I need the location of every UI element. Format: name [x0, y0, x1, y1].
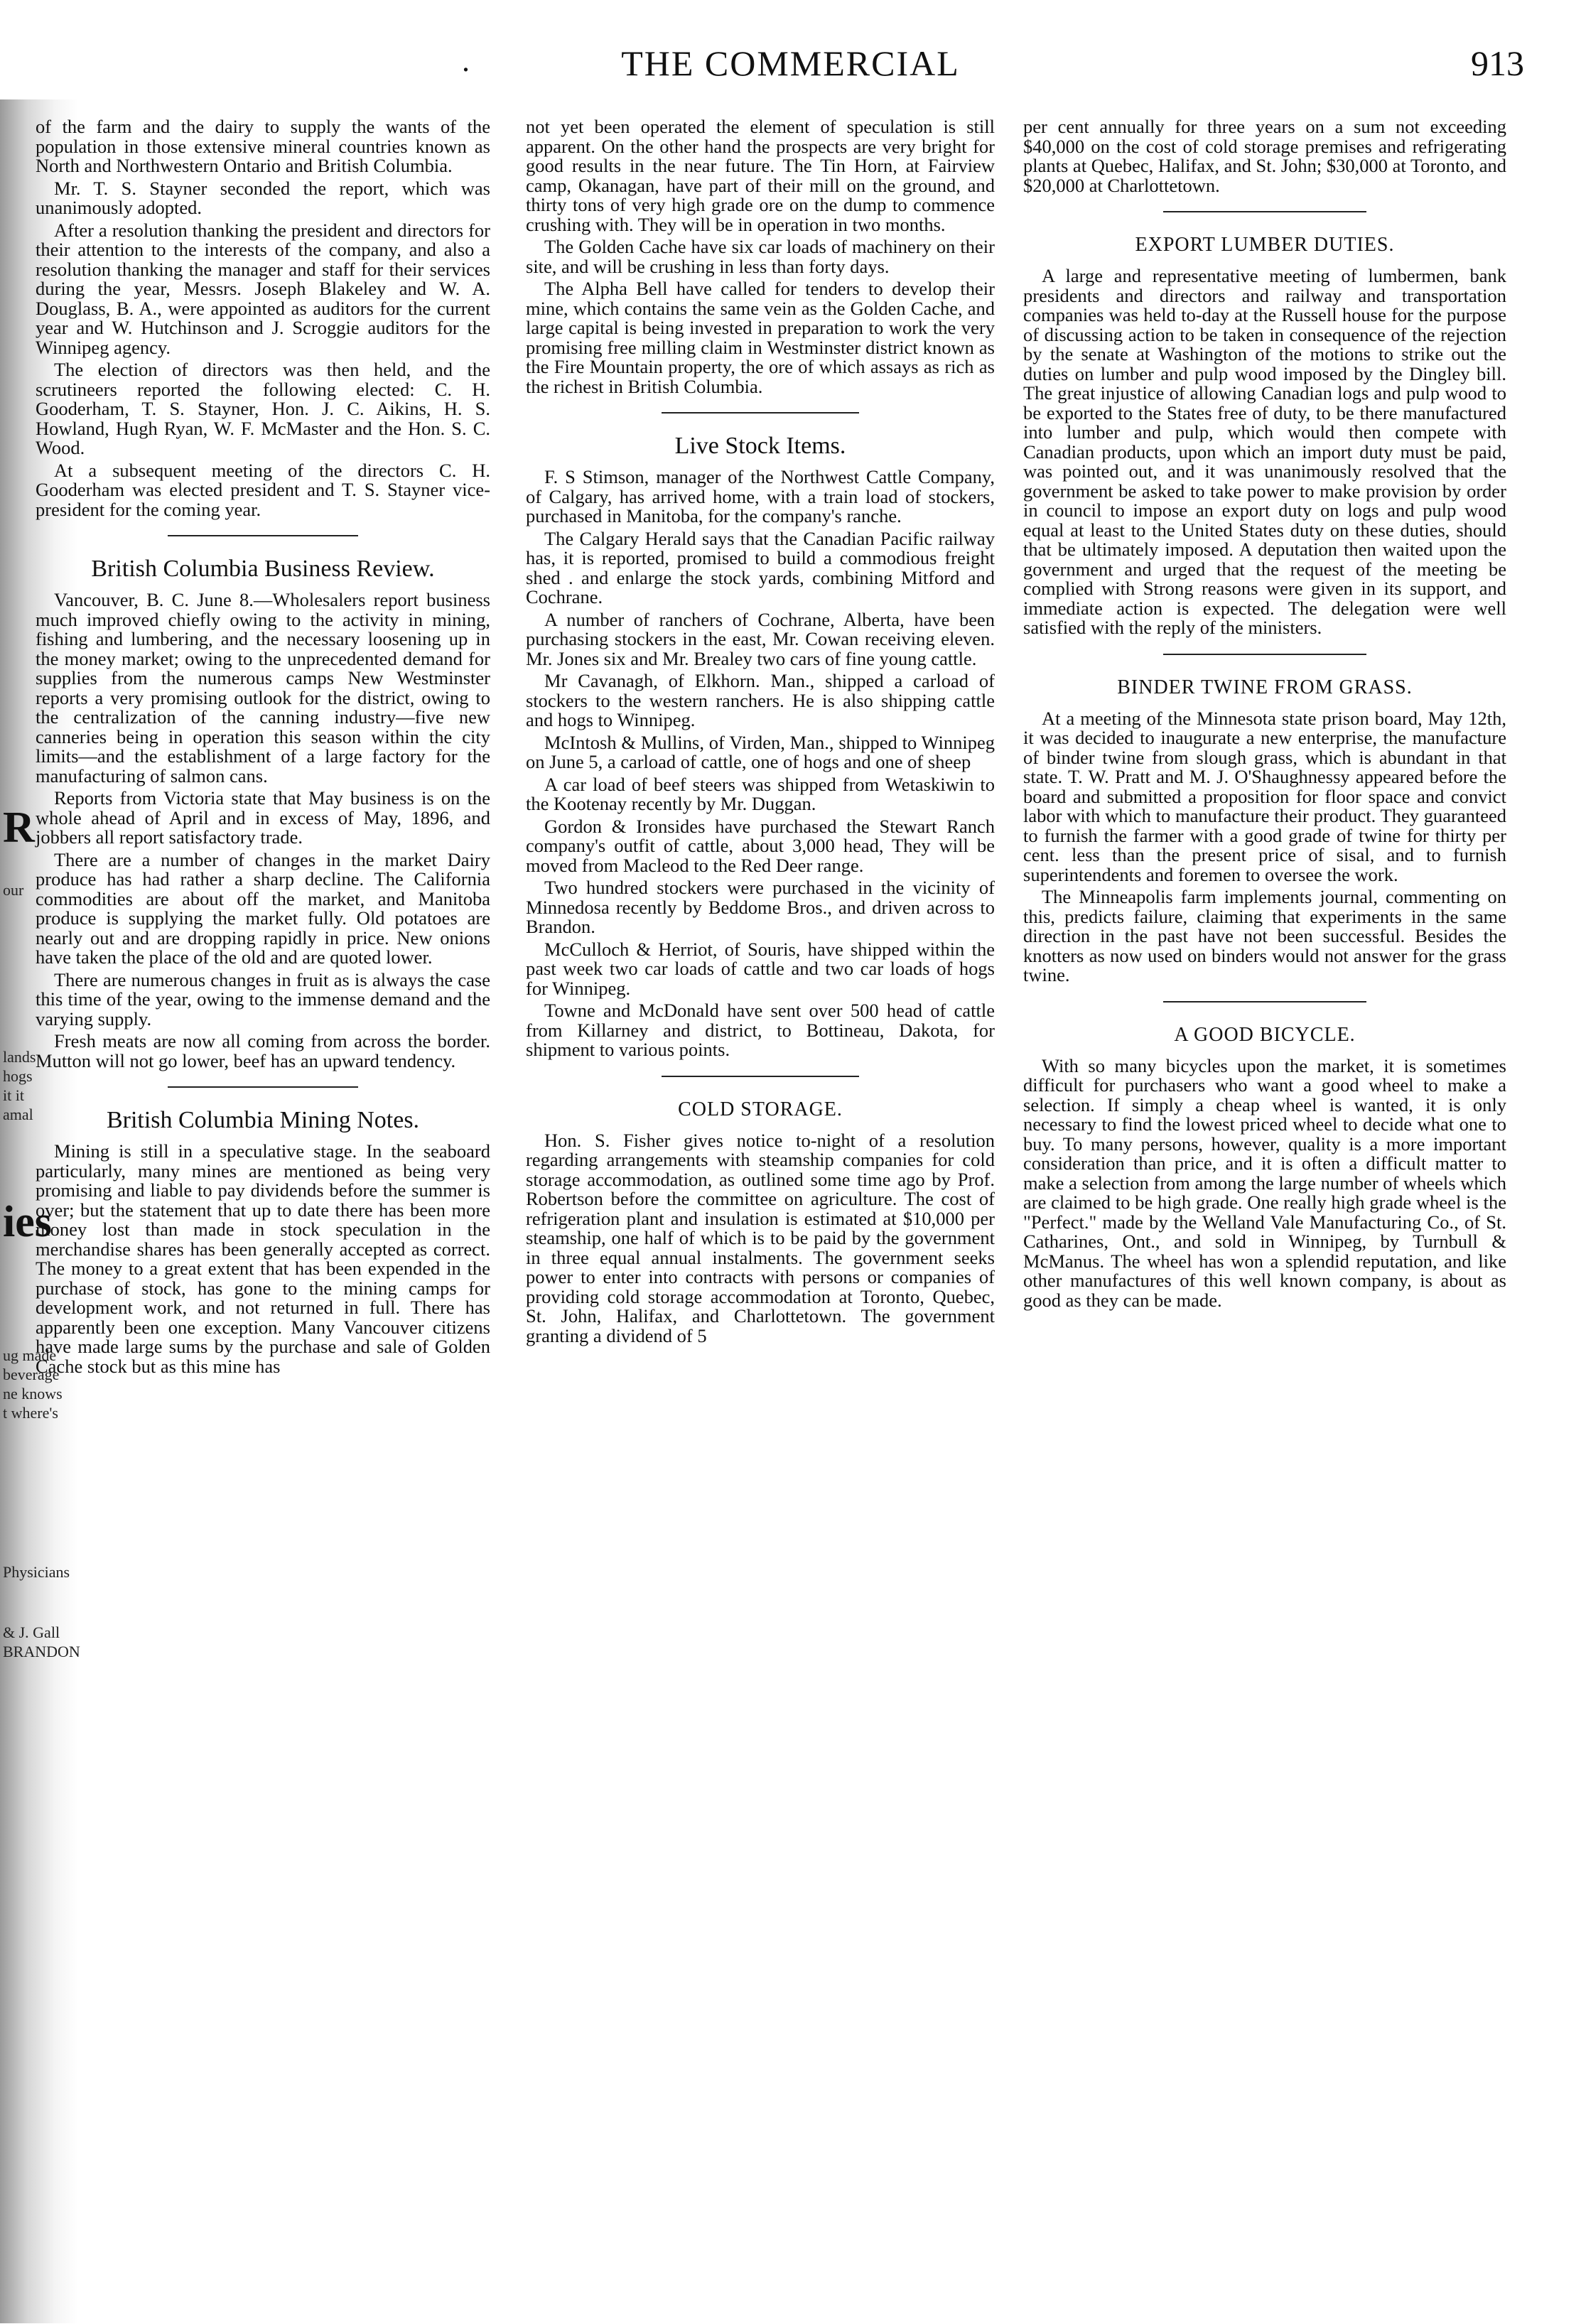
- paragraph: Fresh meats are now all coming from across the border. Mutton will not go lower, beef has an upward tendency.: [36, 1030, 490, 1071]
- column-2: [526, 117, 995, 1349]
- column-3: [1023, 117, 1506, 1313]
- paragraph: Hon. S. Fisher gives notice to-night of a resolution regarding arrangements with steamship companies for cold storage accommodation, as outlined some time ago by Prof. Robertson before the committee on agriculture. The cost of refrigeration plant and insulation is estimated at $10,000 per steamship, one half of which is to be paid by the government in three equal annual instalments. The government seeks power to enter into contracts with persons or companies of providing cold storage accommodation at Toronto, Quebec, St. John, Halifax, and Charlottetown. The government granting a dividend of 5: [526, 1129, 995, 1346]
- paragraph: At a subsequent meeting of the directors C. H. Gooderham was elected president and T. S. Stayner vice-president for the coming year.: [36, 459, 490, 520]
- gutter-fragment: ug made: [3, 1346, 57, 1364]
- section-divider: [1163, 654, 1366, 655]
- paragraph: Reports from Victoria state that May business is on the whole ahead of April and in excess of May, 1896, and jobbers all report satisfactory trade.: [36, 787, 490, 848]
- paragraph: At a meeting of the Minnesota state prison board, May 12th, it was decided to inaugurate a new enterprise, the manufacture of binder twine from slough grass, which is abundant in that state. T. W. Pratt and M. J. O'Shaughnessy appeared before the board and submitted a proposition for floor space and convict labor with which to manufacture their product. They guaranteed to furnish the farmer with a good grade of twine for thirty per cent. less than the present price of sisal, and to furnish superintendents and foremen to oversee the work.: [1023, 707, 1506, 885]
- section-divider: [1163, 211, 1366, 212]
- gutter-fragment: R: [3, 804, 35, 852]
- gutter-fragment: it it: [3, 1086, 24, 1104]
- section-divider: [662, 412, 858, 414]
- section-heading: Live Stock Items.: [674, 433, 846, 459]
- gutter-fragment: & J. Gall: [3, 1623, 60, 1641]
- paragraph: Mr. T. S. Stayner seconded the report, which was unanimously adopted.: [36, 177, 490, 218]
- section-divider: [168, 535, 359, 536]
- paragraph: Two hundred stockers were purchased in the vicinity of Minnedosa recently by Beddome Bros., and driven across to Brandon.: [526, 877, 995, 937]
- paragraph: not yet been operated the element of speculation is still apparent. On the other hand the prospects are very bright for good results in the near future. The Tin Horn, at Fairview camp, Okanagan, have part of their mill on the ground, and thirty tons of very high grade ore on the dump to commence crushing with. They will be in operation in two months.: [526, 116, 995, 235]
- section-heading: British Columbia Mining Notes.: [106, 1107, 420, 1133]
- paragraph: Mining is still in a speculative stage. In the seaboard particularly, many mines are mentioned as being very promising and liable to pay dividends before the summer is over; but the statement that up to date there has been more money lost than made in stock speculation in the merchandise shares has been generally accepted as correct. The money to a great extent that has been expended in the purchase of stock, has gone to the mining camps for development work, and not returned in full. There has apparently been one exception. Many Vancouver citizens have made large sums by the purchase and sale of Golden Cache stock but as this mine has: [36, 1140, 490, 1377]
- gutter-fragment: lands: [3, 1048, 36, 1066]
- paragraph: A number of ranchers of Cochrane, Alberta, have been purchasing stockers in the east, Mr. Cowan receiving eleven. Mr. Jones six and Mr. Brealey two cars of fine young cattle.: [526, 608, 995, 669]
- paragraph: The Alpha Bell have called for tenders to develop their mine, which contains the same vein as the Golden Cache, and large capital is being invested in preparation to work the very promising free milling claim in Westminster district known as the Fire Mountain property, the ore of which assays as rich as the richest in British Columbia.: [526, 278, 995, 397]
- gutter-fragment: amal: [3, 1106, 33, 1123]
- paragraph: The election of directors was then held, and the scrutineers reported the following elected: C. H. Gooderham, T. S. Stayner, Hon. J. C. Aikins, H. S. Howland, Hugh Ryan, W. F. McMaster and the Hon. S. C. Wood.: [36, 359, 490, 458]
- section-heading: A GOOD BICYCLE.: [1174, 1023, 1356, 1046]
- gutter-fragment: hogs: [3, 1067, 33, 1085]
- column-1: [36, 117, 490, 1379]
- paragraph: McIntosh & Mullins, of Virden, Man., shipped to Winnipeg on June 5, a carload of cattle, one of hogs and one of sheep: [526, 731, 995, 772]
- header-dot: .: [462, 43, 470, 78]
- gutter-fragment: t where's: [3, 1404, 58, 1422]
- gutter-fragment: our: [3, 881, 24, 899]
- gutter-fragment: ies: [3, 1198, 52, 1246]
- paragraph: Towne and McDonald have sent over 500 head of cattle from Killarney and district, to Bottineau, Dakota, for shipment to various points.: [526, 1000, 995, 1060]
- paragraph: There are a number of changes in the market Dairy produce has had rather a sharp decline. The California commodities are about off the market, and Manitoba produce is supplying the market fully. Old potatoes are nearly out and are dropping rapidly in price. New onions have taken the place of the old and are quoted lower.: [36, 848, 490, 968]
- gutter-fragment: beverage: [3, 1366, 60, 1383]
- paragraph: There are numerous changes in fruit as is always the case this time of the year, owing to the immense demand and the varying supply.: [36, 968, 490, 1029]
- paragraph: The Minneapolis farm implements journal, commenting on this, predicts failure, claiming that experiments in the same direction in the past have not been successful. Besides the knotters as now used on binders would not answer for the grass twine.: [1023, 886, 1506, 985]
- paragraph: Gordon & Ironsides have purchased the Stewart Ranch company's outfit of cattle, about 3,000 head, They will be moved from Macleod to the Red Deer range.: [526, 815, 995, 876]
- paragraph: With so many bicycles upon the market, it is sometimes difficult for purchasers who want a good wheel to make a selection. If simply a cheap wheel is wanted, it is only necessary to find the lowest priced wheel to decide what one to buy. To many persons, however, quality is a more important consideration than price, and it is often a difficult matter to make a selection from among the large number of wheels which are claimed to be high grade. One really high grade wheel is the "Perfect." made by the Welland Vale Manufacturing Co., of St. Catharines, Ont., and sold in Winnipeg, by Turnbull & McManus. The wheel has won a splendid reputation, and like other manufactures of this well known company, is about as good as they can be made.: [1023, 1054, 1506, 1311]
- gutter-fragment: ne knows: [3, 1385, 63, 1402]
- paragraph: Mr Cavanagh, of Elkhorn. Man., shipped a carload of stockers to the western ranchers. He is also shipping cattle and hogs to Winnipeg.: [526, 670, 995, 730]
- paragraph: A car load of beef steers was shipped from Wetaskiwin to the Kootenay recently by Mr. Duggan.: [526, 773, 995, 814]
- page-number: 913: [1471, 43, 1524, 83]
- paragraph: per cent annually for three years on a sum not exceeding $40,000 on the cost of cold storage premises and refrigerating plants at Quebec, Halifax, and St. John; $30,000 at Toronto, and $20,000 at Charlottetown.: [1023, 116, 1506, 196]
- paragraph: Vancouver, B. C. June 8.—Wholesalers report business much improved chiefly owing to the activity in mining, fishing and lumbering, and the necessary loosening up in the money market; owing to the unprecedented demand for supplies from the numerous camps New Westminster reports a very promising outlook for the district, owing to the centralization of the canning industry—five new canneries being in operation this season within the city limits—and the establishment of a large factory for the manufacturing of salmon cans.: [36, 589, 490, 787]
- section-heading: BINDER TWINE FROM GRASS.: [1117, 676, 1413, 698]
- section-divider: [168, 1086, 359, 1088]
- section-heading: EXPORT LUMBER DUTIES.: [1135, 234, 1395, 256]
- paragraph: The Golden Cache have six car loads of machinery on their site, and will be crushing in less than forty days.: [526, 236, 995, 277]
- gutter-fragment: Physicians: [3, 1563, 70, 1581]
- paragraph: After a resolution thanking the president and directors for their attention to the interests of the company, and also a resolution thanking the manager and staff for their services during the year, Messrs. Joseph Blakeley and W. A. Douglass, B. A., were appointed as auditors for the current year and W. Hutchinson and J. Scroggie auditors for the Winnipeg agency.: [36, 219, 490, 358]
- paragraph: of the farm and the dairy to supply the wants of the population in those extensive mineral countries known as North and Northwestern Ontario and British Columbia.: [36, 116, 490, 176]
- section-divider: [1163, 1001, 1366, 1002]
- gutter-fragment: BRANDON: [3, 1643, 80, 1660]
- paragraph: A large and representative meeting of lumbermen, bank presidents and directors and railway and transportation companies was held to-day at the Russell house for the purpose of discussing action to be taken in consequence of the rejection by the senate at Washington of the motions to strike out the duties on lumber and pulp wood imposed by the Dingley bill. The great injustice of allowing Canadian logs and pulp wood to be exported to the States free of duty, to be there manufactured into lumber and pulp, which would then compete with Canadian products, upon which an import duty must be paid, was pointed out, and it was unanimously resolved that the government be asked to take power to make provision by order in council to impose an export duty on logs and pulp wood equal at least to the United States duty on these duties, should that be ultimately imposed. A deputation then waited upon the government and urged that the request of the meeting be complied with Strong reasons were given in its support, and immediate action is expected. The delegation were well satisfied with the reply of the ministers.: [1023, 265, 1506, 638]
- section-heading: British Columbia Business Review.: [91, 556, 435, 582]
- page-header: [28, 43, 1553, 92]
- paragraph: F. S Stimson, manager of the Northwest Cattle Company, of Calgary, has arrived home, with a train load of stockers, purchased in Manitoba, for the company's ranche.: [526, 466, 995, 526]
- section-divider: [662, 1076, 858, 1077]
- paragraph: The Calgary Herald says that the Canadian Pacific railway has, it is reported, promised to build a commodious freight shed . and enlarge the stock yards, combining Mitford and Cochrane.: [526, 527, 995, 607]
- section-heading: COLD STORAGE.: [678, 1098, 843, 1120]
- paragraph: McCulloch & Herriot, of Souris, have shipped within the past week two car loads of cattle and two car loads of hogs for Winnipeg.: [526, 938, 995, 999]
- publication-title: THE COMMERCIAL: [621, 43, 960, 83]
